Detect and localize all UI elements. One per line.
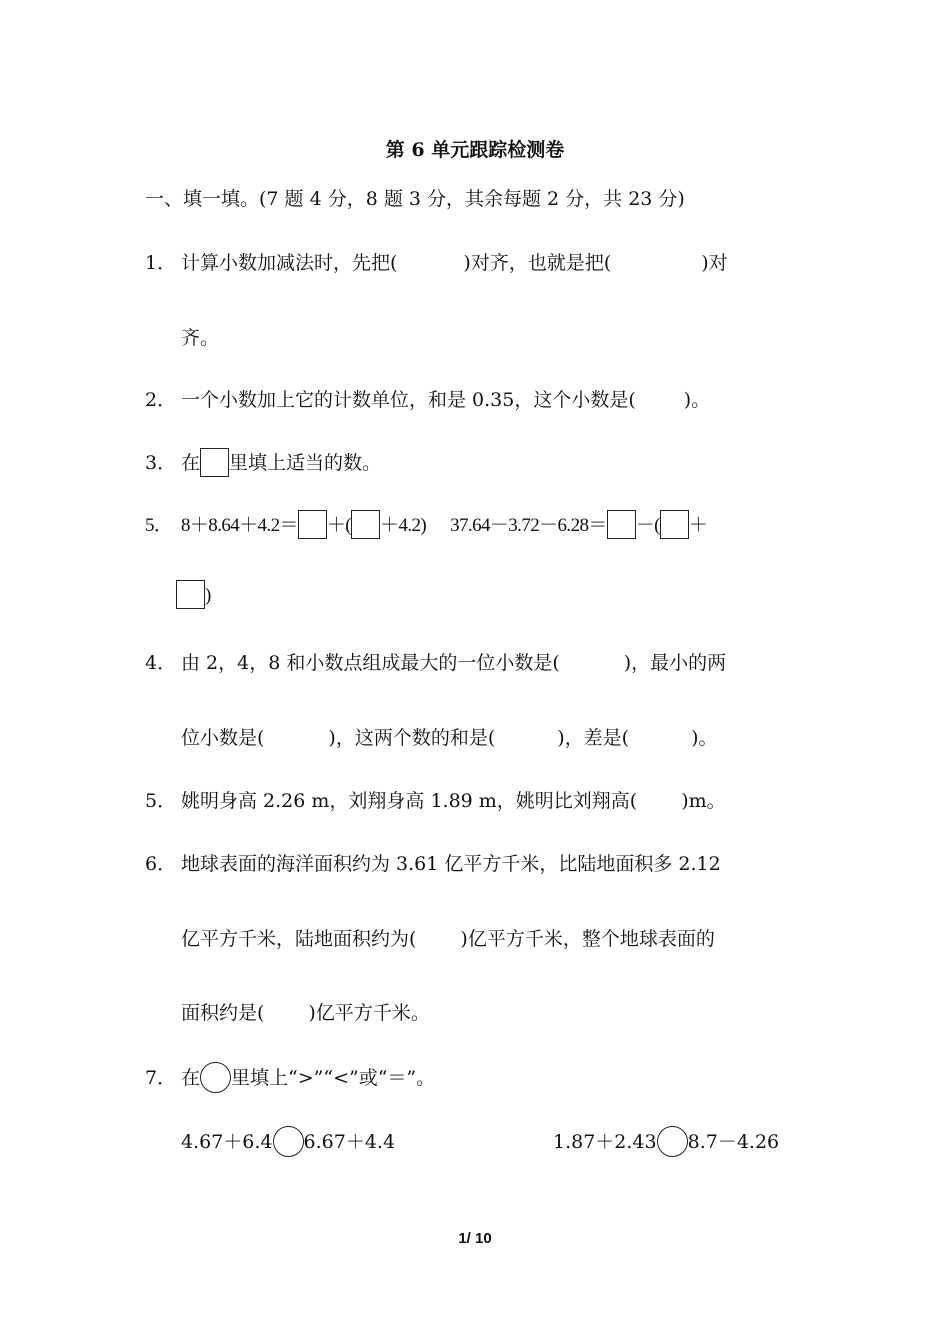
question-text: 面积约是( (181, 1002, 265, 1024)
compare-circle[interactable] (657, 1126, 688, 1157)
question-text: 在 (181, 452, 201, 474)
question-text: )。 (683, 389, 711, 411)
equation-text: 37.64－3.72－6.28＝ (450, 515, 607, 536)
answer-box[interactable] (200, 448, 229, 477)
question-text: )对 (701, 252, 728, 274)
question-number: 7． (145, 1067, 177, 1089)
answer-box[interactable] (351, 510, 380, 539)
question-6-continued (181, 926, 715, 952)
question-text: 计算小数加减法时，先把( (181, 252, 398, 274)
question-number: 1． (145, 252, 177, 274)
question-number: 5． (145, 515, 173, 536)
question-number: 3． (145, 452, 177, 474)
equation-text: 8＋8.64＋4.2＝ (181, 515, 298, 536)
answer-box[interactable] (660, 510, 689, 539)
question-4-continued (181, 725, 718, 751)
page-title: 第 6 单元跟踪检测卷 (385, 139, 565, 161)
question-text: )m。 (681, 790, 726, 812)
question-text: 一个小数加上它的计数单位，和是 0.35，这个小数是( (181, 389, 636, 411)
question-text: 里填上“>”“<”或“＝”。 (231, 1067, 436, 1089)
question-number: 6． (145, 853, 177, 875)
question-1-continued: 齐。 (181, 327, 220, 349)
section-heading: 一、填一填。(7 题 4 分，8 题 3 分，其余每题 2 分，共 23 分) (145, 188, 685, 210)
question-text: 在 (181, 1067, 201, 1089)
question-text: )亿平方千米。 (308, 1002, 430, 1024)
question-4 (145, 650, 726, 676)
compare-circle[interactable] (200, 1062, 231, 1093)
question-number: 2． (145, 389, 177, 411)
question-1 (145, 250, 728, 276)
answer-box[interactable] (298, 510, 327, 539)
question-text: )对齐，也就是把( (463, 252, 612, 274)
question-text: 姚明身高 2.26 m，刘翔身高 1.89 m，姚明比刘翔高( (181, 790, 638, 812)
question-text: 里填上适当的数。 (229, 452, 382, 474)
compare-circle[interactable] (273, 1126, 304, 1157)
expression-right: 8.7－4.26 (687, 1131, 780, 1153)
question-number: 4． (145, 652, 177, 674)
question-text: 地球表面的海洋面积约为 3.61 亿平方千米，比陆地面积多 2.12 (181, 853, 721, 875)
question-7 (145, 1062, 435, 1093)
question-text: )，这两个数的和是( (328, 727, 496, 749)
question-2 (145, 387, 710, 413)
equation-text: －( (635, 515, 660, 536)
question-text: )，差是( (557, 727, 630, 749)
equation-text: ) (205, 585, 211, 606)
page-number: 1/ 10 (458, 1230, 492, 1247)
question-text: 由 2，4，8 和小数点组成最大的一位小数是( (181, 652, 560, 674)
question-6-continued-2 (181, 1000, 430, 1026)
question-text: )亿平方千米，整个地球表面的 (460, 928, 715, 950)
equation-text: ＋4.2) (380, 515, 427, 536)
question-6 (145, 851, 721, 877)
equation-text: ＋ (688, 515, 708, 536)
answer-box[interactable] (176, 580, 205, 609)
equation-text: ＋( (326, 515, 352, 536)
comparison-2 (553, 1126, 779, 1157)
question-text: )，最小的两 (623, 652, 727, 674)
answer-box[interactable] (607, 510, 636, 539)
expression-left: 1.87＋2.43 (553, 1131, 657, 1153)
question-number: 5． (145, 790, 177, 812)
question-5 (145, 788, 726, 814)
question-3-equations (145, 510, 707, 539)
question-3 (145, 448, 381, 477)
question-text: )。 (691, 727, 718, 749)
question-text: 亿平方千米，陆地面积约为( (181, 928, 417, 950)
comparison-1 (181, 1126, 395, 1157)
question-text: 位小数是( (181, 727, 265, 749)
expression-right: 6.67＋4.4 (303, 1131, 396, 1153)
question-3-equations-continued (176, 580, 211, 609)
expression-left: 4.67＋6.4 (181, 1131, 273, 1153)
